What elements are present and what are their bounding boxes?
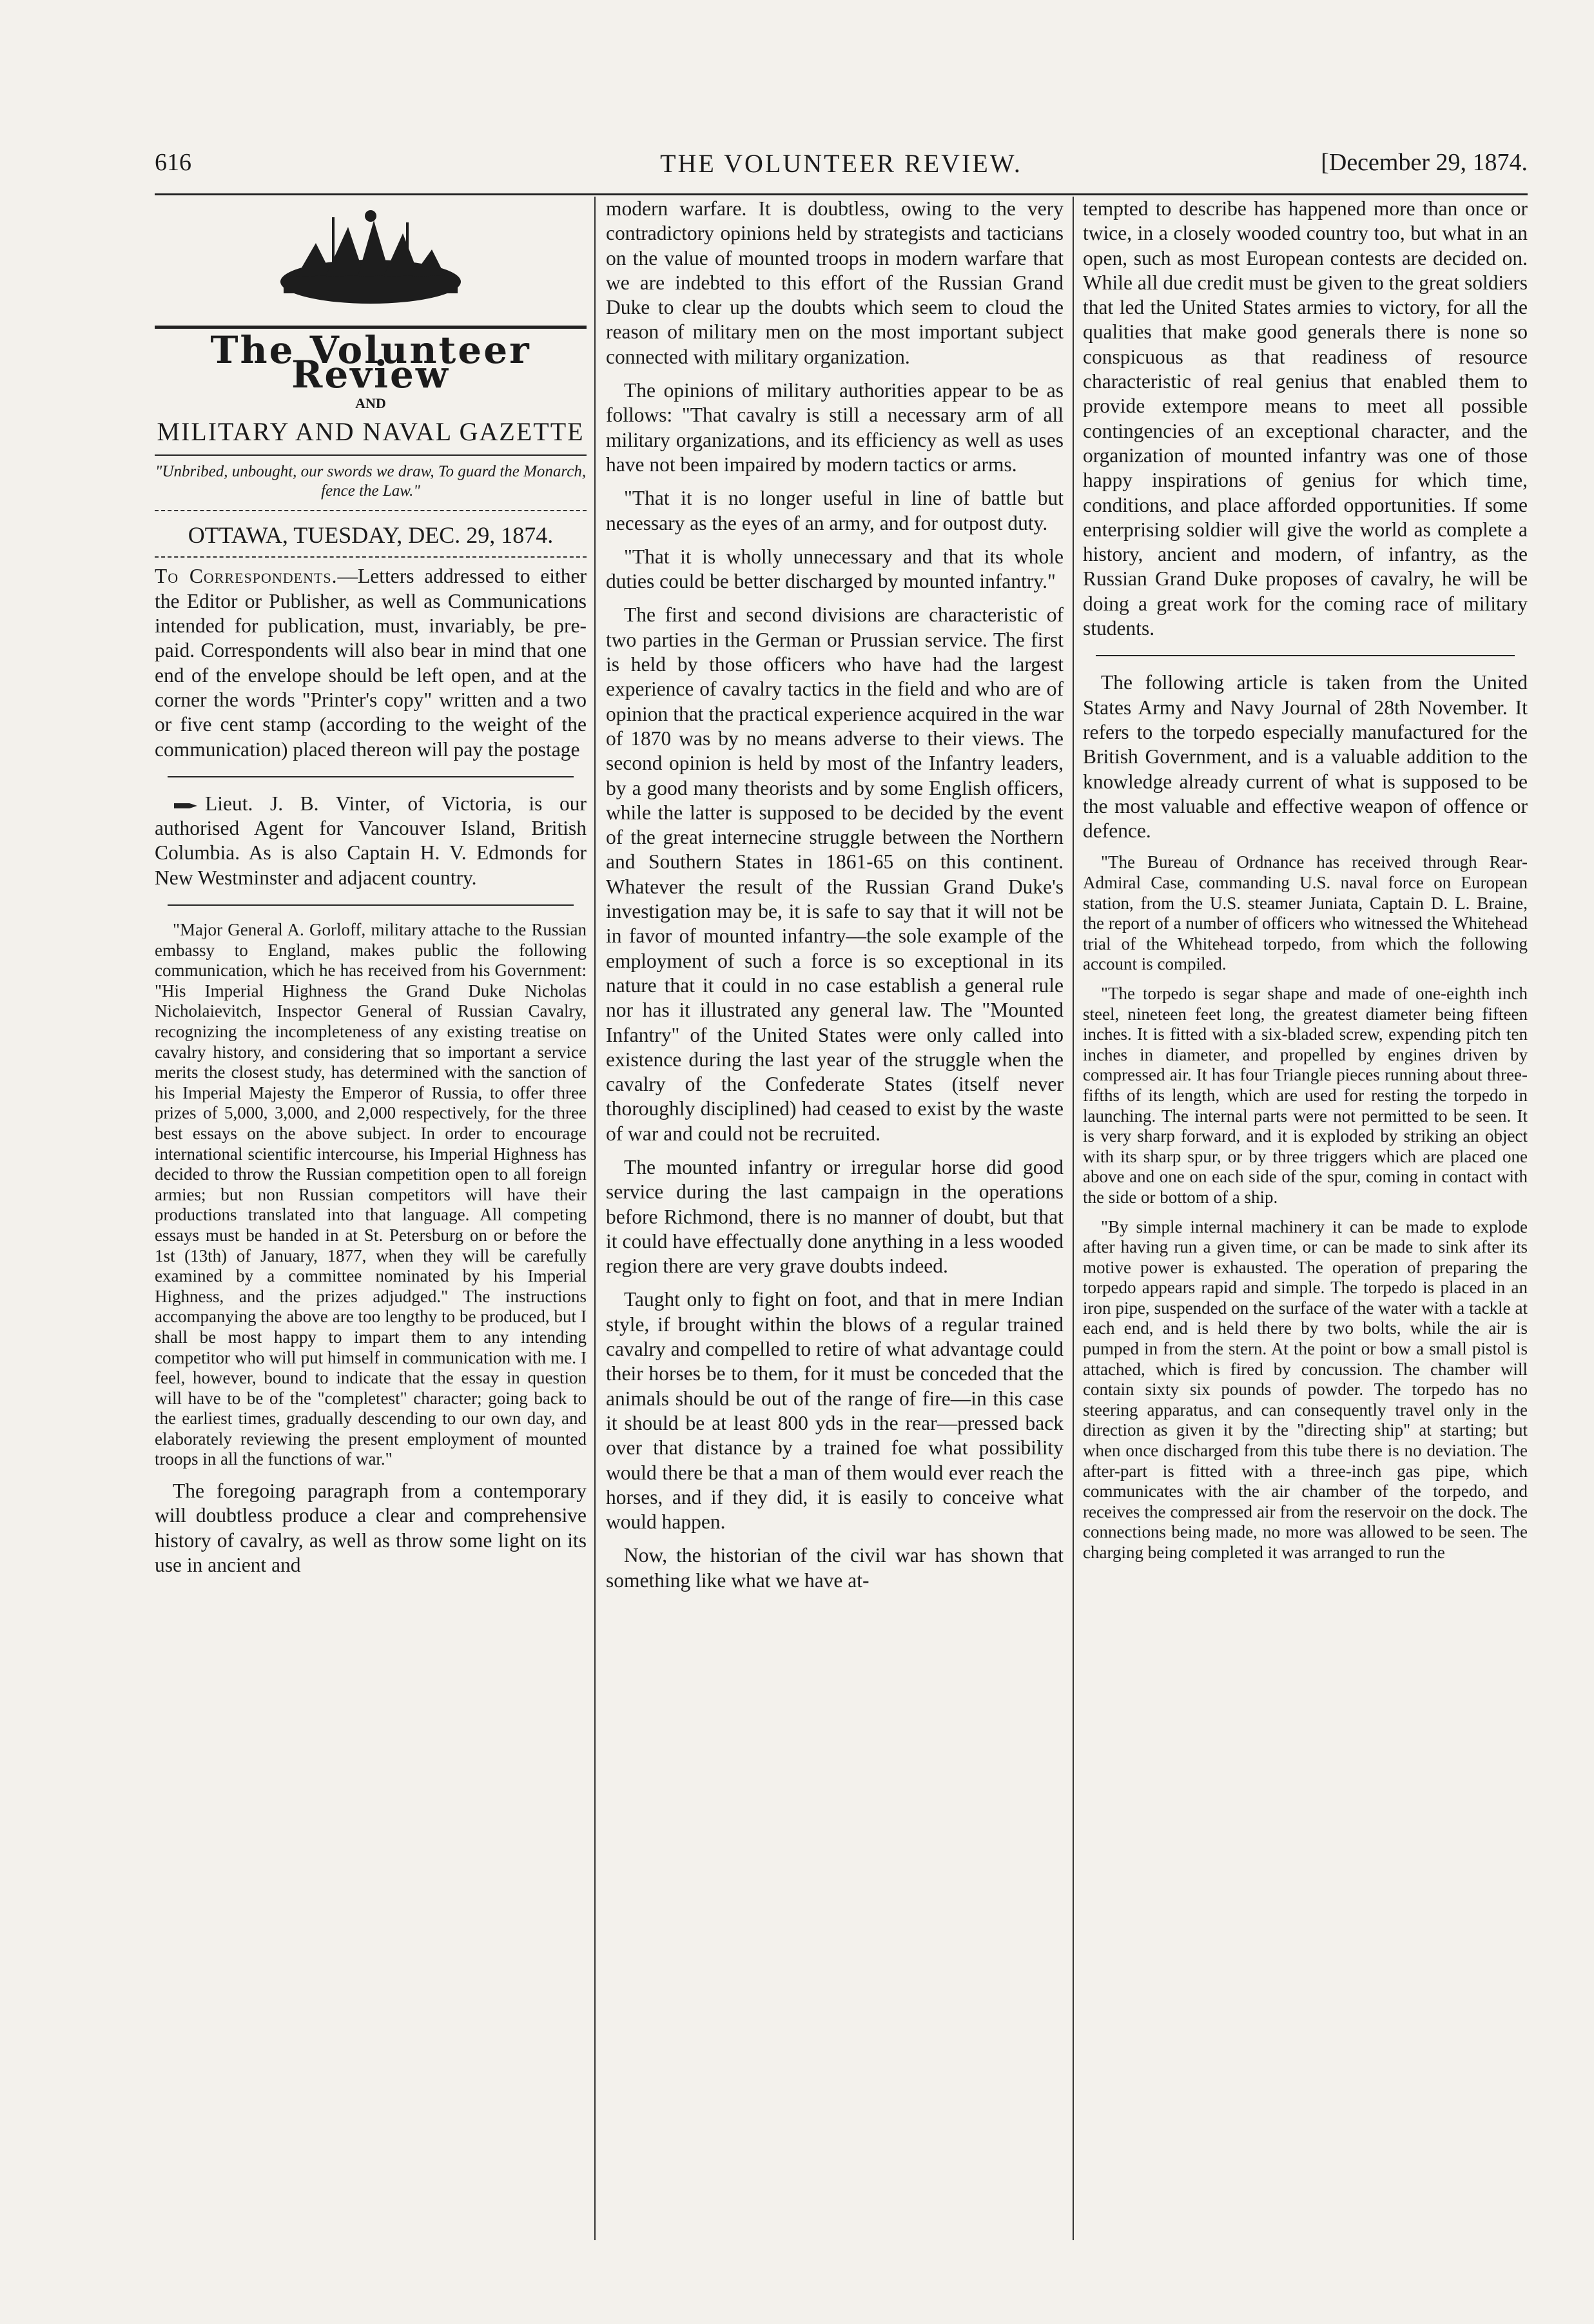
dateline-rule	[155, 556, 587, 558]
torpedo-intro: The following article is taken from the United States Army and Navy Journal of 28th November. It refers to the torpedo especially manufactured for the British Government, and is a valuable addition to the knowledge already current of what is supposed to be the most valuable and effective weapon of offence or defence.	[1083, 671, 1528, 843]
article-paragraph: The opinions of military authorities appear to be as follows: "That cavalry is still a necessary arm of all military organizations, and its efficiency as well as uses have not been impaired by modern tactics or arms.	[606, 379, 1064, 476]
correspondents-lead: To Correspondents.	[155, 565, 338, 588]
correspondents-body: —Letters addressed to either the Editor or Publisher, as well as Communications intended for publication, must, invariably, be pre-paid. Correspondents will also bear in mind that one end of the envelope should be left open, and at the corner the words "Printer's copy" written and a two or five cent stamp (according to the weight of the communication) placed thereon will pay the postage	[155, 565, 587, 761]
article-paragraph: modern warfare. It is doubtless, owing to the very contradictory opinions held by strategists and tacticians on the value of mounted troops in modern warfare that we are indebted to this effort of the Russian Grand Duke to clear up the doubts which seem to cloud the reason of military men on the most important subject connected with military organization.	[606, 197, 1064, 368]
foregoing-paragraph: The foregoing paragraph from a contemporary will doubtless produce a clear and comprehensive history of cavalry, as well as throw some light on its use in ancient and	[155, 1479, 587, 1576]
article-paragraph: Now, the historian of the civil war has shown that something like what we have at-	[606, 1544, 1064, 1592]
issue-date: [December 29, 1874.	[1321, 149, 1528, 176]
header-rule	[155, 193, 1528, 195]
article-paragraph: "That it is no longer useful in line of battle but necessary as the eyes of an army, and for outpost duty.	[606, 487, 1064, 534]
section-divider	[1096, 655, 1515, 656]
torpedo-quote: "The Bureau of Ordnance has received through Rear-Admiral Case, commanding U.S. naval force on European station, from the U.S. steamer Juniata, Captain D. L. Braine, the report of a number of officers who witnessed the Whitehead trial of the Whitehead torpedo, from which the following account is compiled.	[1083, 852, 1528, 974]
article-paragraph: The first and second divisions are characteristic of two parties in the German or Prussian service. The first is held by those officers who have had the largest experience of cavalry tactics in the field and who are of opinion that the practical experience acquired in the war of 1870 was by no means adverse to their views. The second opinion is held by most of the Infantry leaders, by a good many theorists and by some English officers, while the latter is supposed to be decided by the event of the great internecine struggle between the Northern and Southern States in 1861-65 on this continent. Whatever the result of the Russian Grand Duke's investigation may be, it is safe to say that it will not be in favor of mounted infantry—the sole example of the employment of such a force is so exceptional in its nature that it could in no case establish a general rule nor has it illustrated any general law. The "Mounted Infantry" of the United States were only called into existence during the last year of the struggle when the cavalry of the Confederate States (itself never thoroughly disciplined) had ceased to exist by the waste of war and could not be recruited.	[606, 603, 1064, 1145]
masthead-motto: "Unbribed, unbought, our swords we draw, To guard the Monarch, fence the Law."	[155, 463, 587, 500]
correspondents-notice	[155, 564, 587, 761]
article-paragraph: Taught only to fight on foot, and that in mere Indian style, if brought within the blows of a regular trained cavalry and compelled to retire of what advantage could their horses be to them, for it must be conceded that the animals should be out of the range of fire—in this case it should be at least 800 yds in the rear—pressed back over that distance by a trained foe what possibility would there be that a man of them would ever reach the horses, and if they did, it is easily to conceive what would happen.	[606, 1288, 1064, 1534]
torpedo-quote: "The torpedo is segar shape and made of one-eighth inch steel, nineteen feet long, the greatest diameter being fifteen inches. It is fitted with a six-bladed screw, expending pitch ten inches in diameter, and propelled by engines driven by compressed air. It has four Triangle pieces running about three-fifths of its length, which are used for resting the torpedo in launching. The internal parts were not permitted to be seen. It is very sharp forward, and it is exploded by striking an object with its sharp spur, or by three triggers which are placed one above and one on each side of the spur, coming in contact with the side or bottom of a ship.	[1083, 983, 1528, 1207]
article-paragraph: tempted to describe has happened more than once or twice, in a closely wooded country too, but what in an open, such as most European contests are decided on. While all due credit must be given to the great soldiers that led the United States armies to victory, for all the qualities that make good generals there is none so conspicuous as that readiness of resource characteristic of real genius that enabled them to provide extempore means to meet all possible contingencies of an exceptional character, and the organization of mounted infantry was one of those happy inspirations of genius for which time, conditions, and place afforded opportunities. If some enterprising soldier will give the world as complete a history, ancient and modern, of infantry, as the Russian Grand Duke proposes of cavalry, he will be doing a great work for the coming race of military students.	[1083, 197, 1528, 640]
masthead-and: AND	[355, 395, 386, 411]
column-right	[1083, 197, 1528, 2240]
agent-notice	[155, 792, 587, 890]
column-divider	[594, 197, 596, 2240]
masthead-rule	[155, 510, 587, 511]
page-number: 616	[155, 149, 191, 176]
gorloff-quote: "Major General A. Gorloff, military attache to the Russian embassy to England, makes public the following communication, which he has received from his Government: "His Imperial Highness the Grand Duke Nicholas Nicholaievitch, Inspector General of Russian Cavalry, recognizing the incompleteness of any existing treatise on cavalry history, and considering that so important a service merits the closest study, has determined with the sanction of his Imperial Majesty the Emperor of Russia, to offer three prizes of 5,000, 3,000, and 2,000 respectively, for the three best essays on the above subject. In order to encourage international scientific intercourse, his Imperial Highness has decided to throw the Russian competition open to all foreign armies; but non Russian competitors will have their productions translated into that language. All competing essays must be handed in at St. Petersburg on or before the 1st (13th) of January, 1877, when they will be carefully examined by a committee nominated by his Imperial Highness, and the prizes adjudged." The instructions accompanying the above are too lengthy to be produced, but I shall be most happy to impart them to any intending competitor who will put himself in communication with me. I feel, however, bound to indicate that the essay in question will have to be of the "completest" character; going back to the earliest times, gradually descending to our own day, and elaborately reviewing the present employment of mounted troops in all the functions of war."	[155, 920, 587, 1469]
journal-title: THE VOLUNTEER REVIEW.	[660, 149, 1022, 178]
masthead-subtitle: MILITARY AND NAVAL GAZETTE	[157, 416, 585, 446]
column-divider	[1073, 197, 1074, 2240]
column-left	[155, 197, 587, 2240]
agent-notice-text: Lieut. J. B. Vinter, of Victoria, is our authorised Agent for Vancouver Island, British Columbia. As is also Captain H. V. Edmonds for New Westminster and adjacent country.	[155, 792, 587, 889]
masthead-trophy-icon	[271, 204, 471, 314]
section-divider	[168, 776, 574, 777]
dateline: OTTAWA, TUESDAY, DEC. 29, 1874.	[188, 522, 554, 549]
pointing-hand-icon	[173, 799, 199, 812]
page-header	[155, 148, 1528, 187]
column-middle	[606, 197, 1064, 2240]
article-paragraph: The mounted infantry or irregular horse did good service during the last campaign in the operations before Richmond, there is no manner of doubt, but that it could have effectually done anything in a less wooded region there are very grave doubts indeed.	[606, 1155, 1064, 1278]
article-paragraph: "That it is wholly unnecessary and that its whole duties could be better discharged by mounted infantry."	[606, 545, 1064, 593]
masthead-rule	[155, 454, 587, 456]
masthead-name: The Volunteer Review	[210, 328, 531, 397]
section-divider	[168, 904, 574, 906]
torpedo-quote: "By simple internal machinery it can be made to explode after having run a given time, or can be made to sink after its motive power is exhausted. The operation of preparing the torpedo appears rapid and simple. The torpedo is placed in an iron pipe, suspended on the surface of the water with a tackle at each end, and is held there by two bolts, while the air is pumped in from the stern. At the point or bow a small pistol is attached, which is fired by concussion. The chamber will contain sixty six pounds of powder. The torpedo has no steering apparatus, and can consequently travel only in the direction as given it by the "directing ship" at starting; but when once discharged from this tube there is no deviation. The after-part is fitted with a three-inch gas pipe, which communicates with the air chamber of the torpedo, and receives the compressed air from the reservoir on the dock. The connections being made, no more was allowed to be seen. The charging being completed it was arranged to run the	[1083, 1216, 1528, 1563]
